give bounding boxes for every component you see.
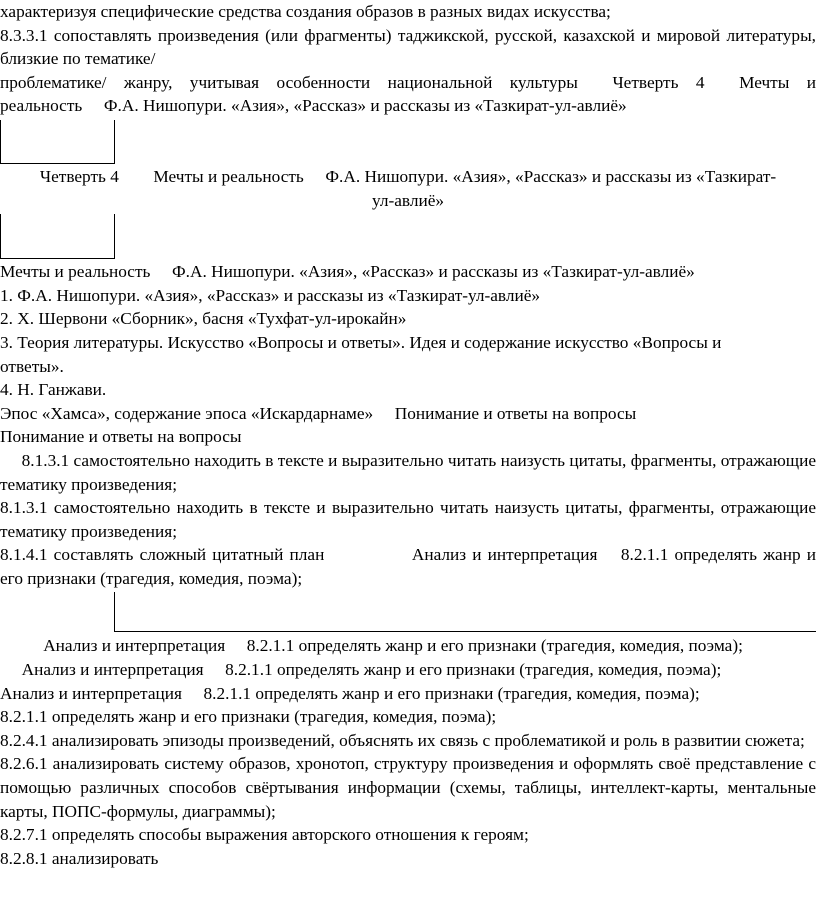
text-8-2-1-1: 8.2.1.1 определять жанр и его признаки (трагедия, комедия, поэма); <box>0 707 497 727</box>
text-paragraph-culture: проблематике/ жанру, учитывая особенности национальной культуры Четверть 4 Мечты и реальность Ф.А. Нишопури. «Азия», «Рассказ» и рассказы из «Тазкират-ул-авлиё» <box>0 72 816 116</box>
list-item-4: 4. Н. Ганжави. <box>0 380 107 400</box>
text-8-1-4-1: 8.1.4.1 составлять сложный цитатный план Анализ и интерпретация 8.2.1.1 определять жанр и его признаки (трагедия, комедия, поэма); <box>0 545 816 588</box>
text-8-1-3-1-a: 8.1.3.1 самостоятельно находить в тексте и выразительно читать наизусть цитаты, фрагменты, отражающие тематику произведения; <box>0 450 816 494</box>
text-analysis-2: Анализ и интерпретация 8.2.1.1 определять жанр и его признаки (трагедия, комедия, поэма); <box>0 660 722 680</box>
list-item-3: 3. Теория литературы. Искусство «Вопросы и ответы». Идея и содержание искусство «Вопросы и ответы». <box>0 332 722 376</box>
text-8-2-4-1: 8.2.4.1 анализировать эпизоды произведений, объяснять их связь с проблематикой и роль в развитии сюжета; <box>0 730 805 750</box>
list-item-1: 1. Ф.А. Нишопури. «Азия», «Рассказ» и рассказы из «Тазкират-ул-авлиё» <box>0 285 541 305</box>
text-dreams-reality: Мечты и реальность Ф.А. Нишопури. «Азия», «Рассказ» и рассказы из «Тазкират-ул-авлиё» <box>0 262 695 282</box>
list-item-2: 2. Х. Шервони «Сборник», басня «Тухфат-ул-ирокайн» <box>0 309 407 329</box>
empty-cell-1 <box>0 118 816 165</box>
text-8-2-7-1: 8.2.7.1 определять способы выражения авторского отношения к героям; <box>0 825 529 845</box>
text-8-2-6-1: 8.2.6.1 анализировать систему образов, хронотоп, структуру произведения и оформлять своё представление с помощью различных способов свёртывания информации (схемы, таблицы, интеллект-карты, ментальные карты, ПОПС-формулы, диаграммы); <box>0 754 816 821</box>
quarter-heading: Четверть 4 Мечты и реальность Ф.А. Нишопури. «Азия», «Рассказ» и рассказы из «Тазкират-ул-авлиё» <box>39 166 777 210</box>
text-epos-khamsa: Эпос «Хамса», содержание эпоса «Искардарнаме» Понимание и ответы на вопросы <box>0 403 637 423</box>
empty-cell-3 <box>0 590 816 634</box>
text-8-1-3-1-b: 8.1.3.1 самостоятельно находить в тексте и выразительно читать наизусть цитаты, фрагменты, отражающие тематику произведения; <box>0 498 816 541</box>
text-line-1: характеризуя специфические средства создания образов в разных видах искусства; <box>0 2 611 21</box>
text-understanding: Понимание и ответы на вопросы <box>0 427 242 447</box>
text-analysis-1: Анализ и интерпретация 8.2.1.1 определять жанр и его признаки (трагедия, комедия, поэма); <box>0 636 743 656</box>
text-analysis-3: Анализ и интерпретация 8.2.1.1 определять жанр и его признаки (трагедия, комедия, поэма); <box>0 683 700 703</box>
text-8-2-8-1: 8.2.8.1 анализировать <box>0 848 159 868</box>
text-paragraph-8-3-3-1: 8.3.3.1 сопоставлять произведения (или фрагменты) таджикской, русской, казахской и мировой литературы, близкие по тематике/ <box>0 25 816 69</box>
empty-cell-2 <box>0 212 816 260</box>
